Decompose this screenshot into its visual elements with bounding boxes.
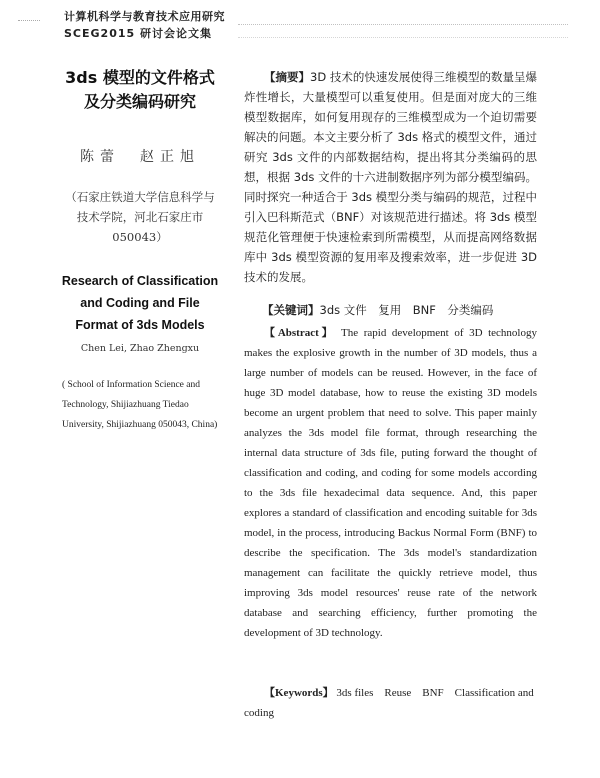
paper-title-en-line2: and Coding and File — [80, 296, 200, 310]
keywords-zh-text: 3ds 文件 复用 BNF 分类编码 — [319, 303, 494, 317]
scan-noise — [238, 24, 568, 38]
paper-title-zh-line1: 3ds 模型的文件格式 — [65, 68, 215, 87]
paper-title-zh-line2: 及分类编码研究 — [83, 92, 196, 111]
keywords-zh — [244, 300, 537, 320]
affiliation-zh-line1: （石家庄铁道大学信息科学与 — [65, 190, 215, 204]
abstract-en — [244, 323, 537, 643]
keywords-en-text: 3ds files Reuse BNF Classification and coding — [244, 687, 534, 719]
paper-title-en — [52, 270, 228, 336]
running-header-title: 计算机科学与教育技术应用研究 — [64, 10, 225, 23]
affiliation-zh-line2: 技术学院，河北石家庄市 — [76, 210, 204, 224]
paper-title-en-line1: Research of Classification — [61, 274, 219, 288]
abstract-zh-text: 3D 技术的快速发展使得三维模型的数量呈爆炸性增长，大量模型可以重复使用。但是面对庞大的三维模型数据库，如何复用现存的三维模型成为一个迫切需要解决的问题。本文主要分析了 3ds 格式的模型文件，通过研究 3ds 文件的内部数据结构，提出将其分类编码的思想，根据 3ds 文件的十六进制数据序列为部分模型编码。同时探究一种适合于 3ds 模型分类与编码的规范，过程中引入巴科斯范式（BNF）对该规范进行描述。将 3ds 模型规范化管理便于快速检索到所需模型，从而提高网络数据库中 3ds 模型资源的复用率及搜索效率，进一步促进 3D 技术的发展。 — [244, 70, 537, 284]
abstract-zh — [244, 67, 537, 287]
keywords-en — [244, 683, 537, 723]
running-header-proceedings: SCEG2015 研讨会论文集 — [64, 27, 212, 40]
keywords-zh-label: 【关键词】 — [262, 303, 320, 317]
scan-noise — [18, 20, 40, 25]
abstract-en-label: 【Abstract】 — [264, 327, 336, 339]
abstract-zh-label: 【摘要】 — [264, 70, 311, 84]
affiliation-en: ( School of Information Science and Technology, Shijiazhuang Tiedao University, Shijiazhuang 050043, China) — [62, 380, 218, 430]
paper-title-en-line3: Format of 3ds Models — [75, 318, 205, 332]
abstract-en-text: The rapid development of 3D technology makes the explosive growth in the number of 3D models, thus a large number of models can be reused. However, in the face of huge 3D model database, how to reuse the existing 3D models become an urgent problem that need to solve. This paper mainly analyzes the 3ds model file format, through researching the internal data structure of 3ds file, puting forward the thought of classification and coding, and coding for some models according to the 3ds file hexadecimal data sequence. And, this paper explores a standard of classification and encoding suitable for 3ds model, in the process, introducing Backus Normal Form (BNF) to describe the specification. The 3ds model's standardization management can facilitate the quickly retrieve model, thus improving 3ds model resources' reuse rate of the network database and searching efficiency, further promoting the development of 3D technology. — [244, 327, 537, 639]
affiliation-zh-line3: 050043） — [112, 230, 168, 244]
authors-en: Chen Lei, Zhao Zhengxu — [80, 343, 200, 354]
paper-title-zh — [52, 66, 228, 114]
affiliation-zh — [52, 187, 228, 247]
authors-zh: 陈蕾 赵正旭 — [80, 149, 200, 165]
keywords-en-label: 【Keywords】 — [264, 687, 334, 699]
